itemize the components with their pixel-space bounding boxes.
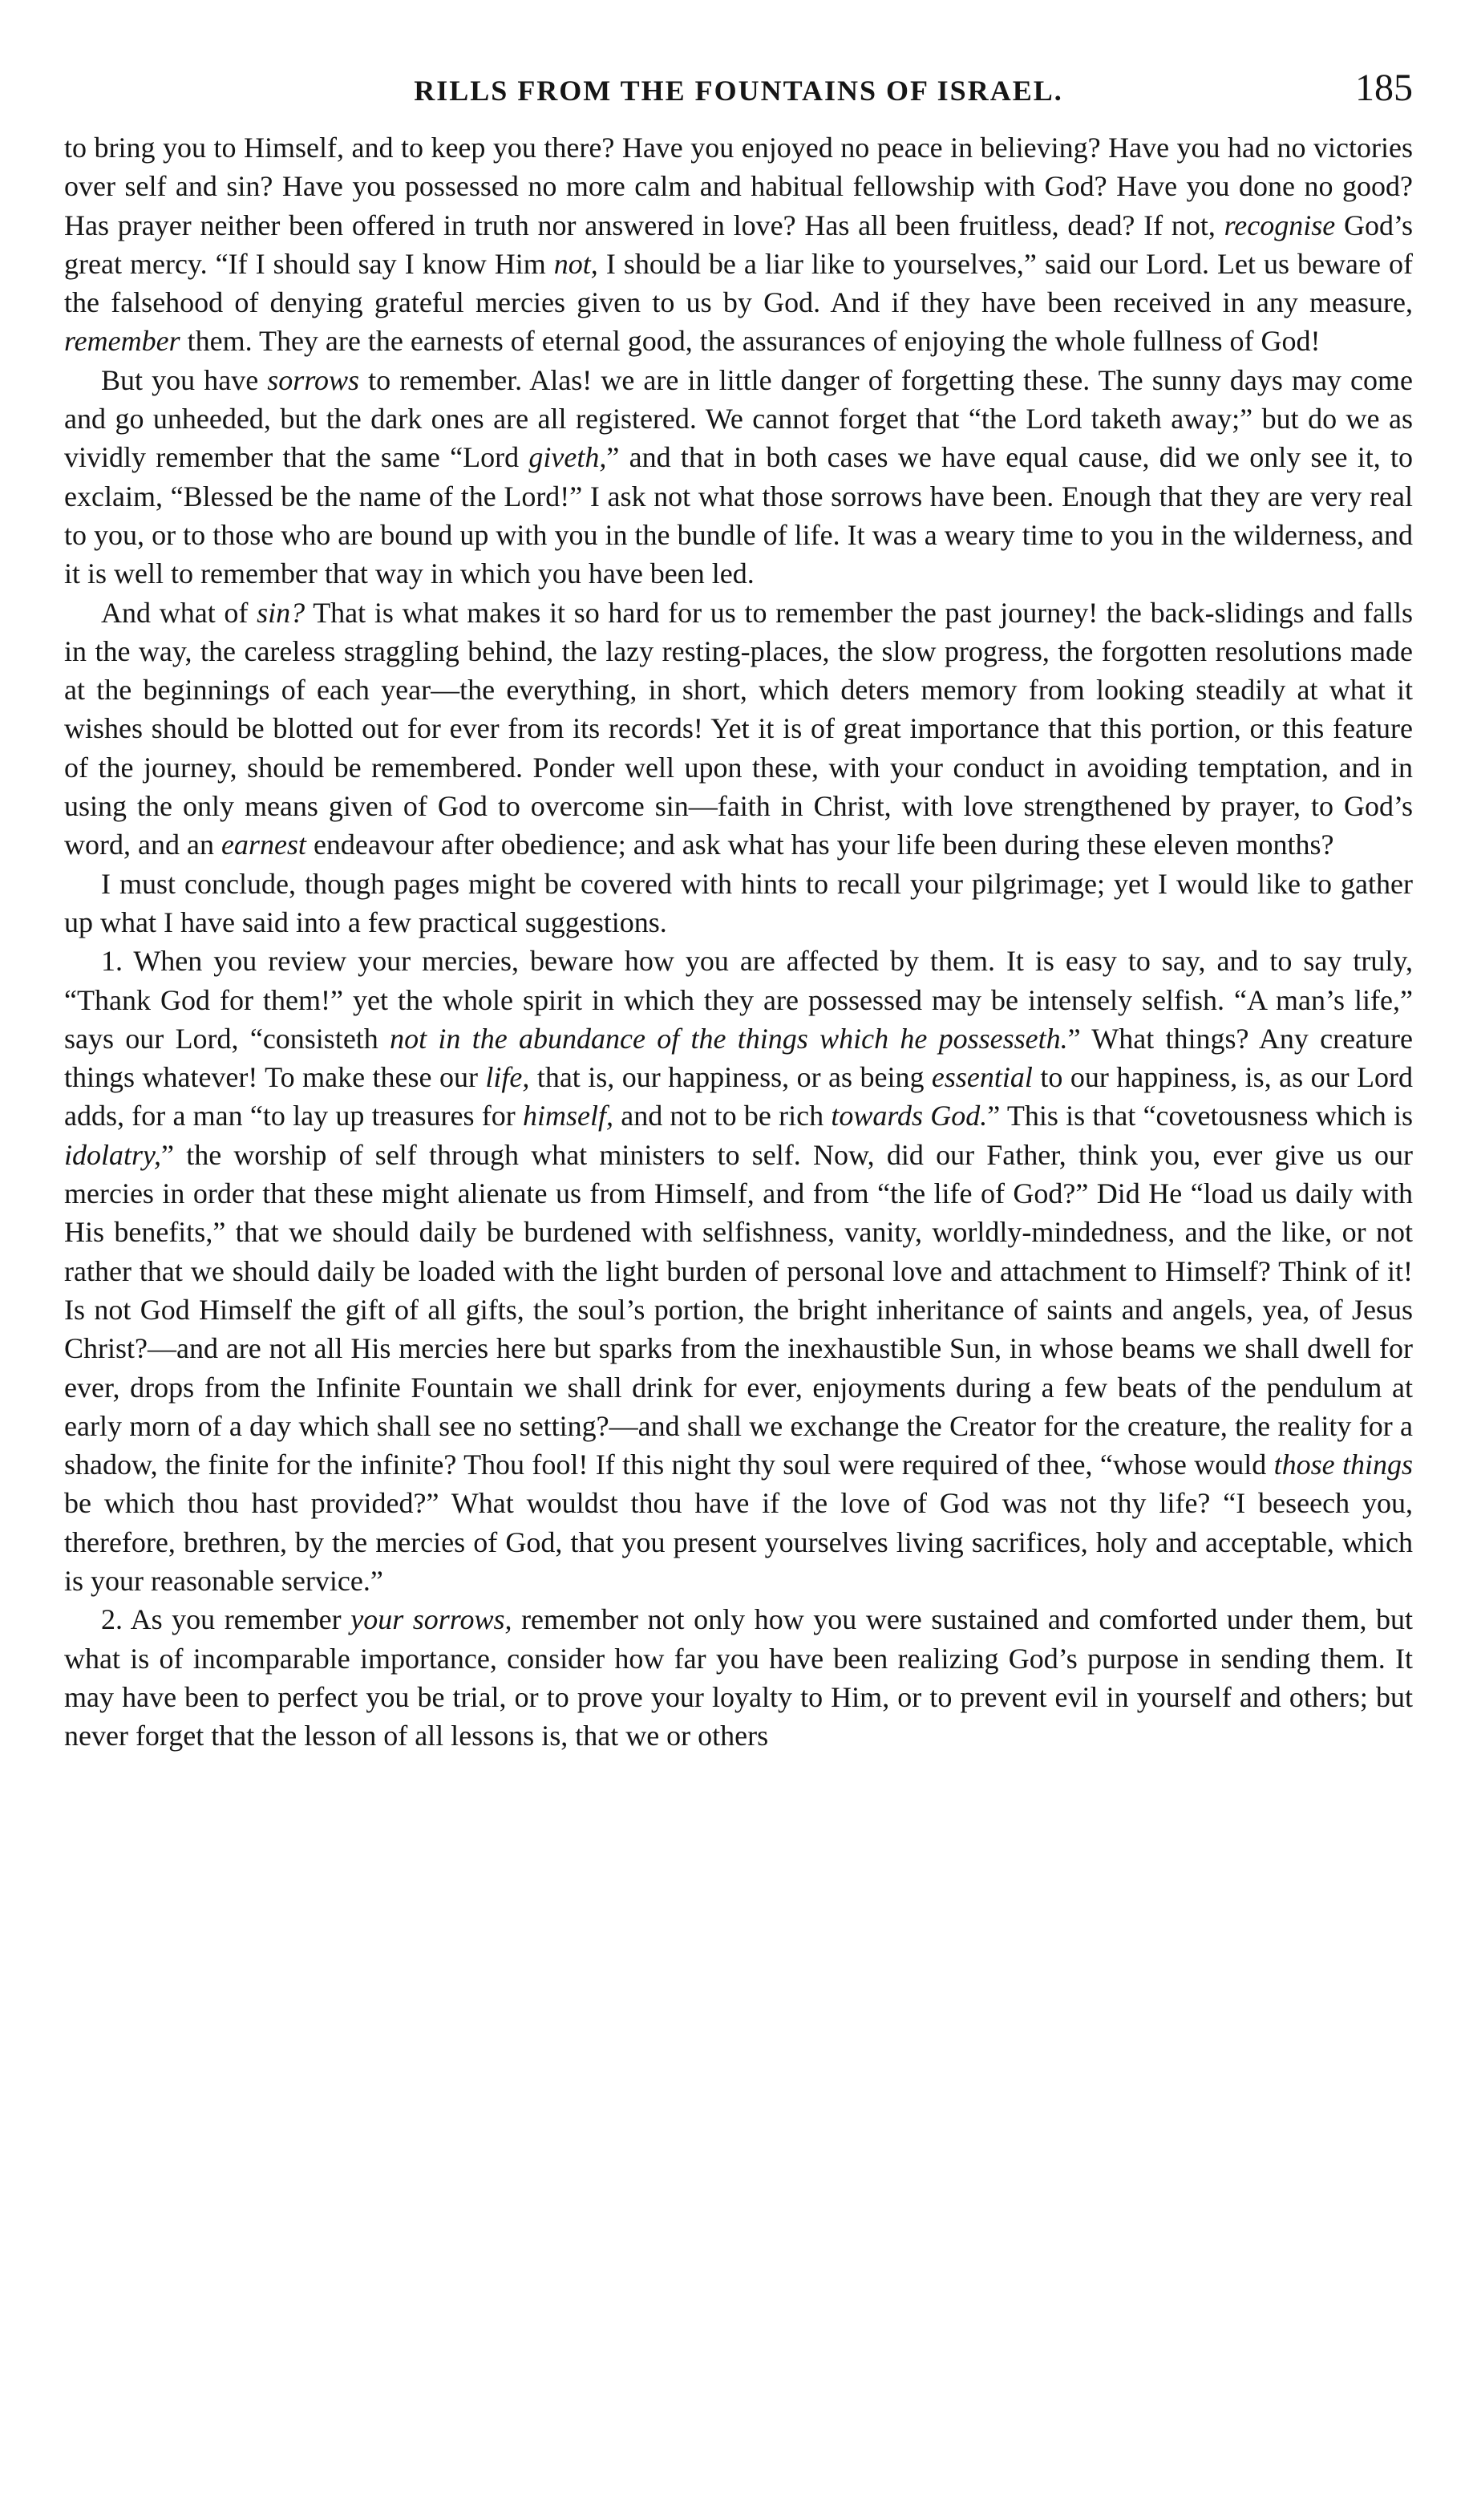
text-run: ” and that in both cases we have equal cause, did we only see it, to exclaim, “Blessed be the name of the Lord!” I ask not what those sorrows have been. Enough that they are very real to you, or to those who are bound up with you in the bundle of life. It was a weary time to you in the wilderness, and it is well to remember that way in which you have been led. [64, 441, 1413, 590]
paragraph [64, 865, 1413, 942]
italic-text: remember [64, 325, 180, 358]
text-run: 1. When you review your mercies, beware how you are affected by them. It is easy to say, and to say truly, “Thank God for them!” yet the whole spirit in which they are possessed may be intensely selfish. “A man’s life,” says our Lord, “consisteth [64, 945, 1413, 1055]
text-run: ” What things? Any creature things whatever! To make these our [64, 1022, 1414, 1094]
text-run: remember not only how you were sustained and comforted under them, but what is of incomparable importance, consider how far you have been realizing God’s purpose in sending them. It may have been to perfect you be trial, or to prove your loyalty to Him, or to prevent evil in yourself and others; but never forget that the lesson of all lessons is, that we or others [64, 1603, 1414, 1752]
text-run: them. They are the earnests of eternal good, the assurances of enjoying the whole fullness of God! [180, 325, 1321, 358]
text-run: And what of [101, 596, 257, 629]
page-number: 185 [1355, 67, 1413, 109]
italic-text: not, [553, 247, 598, 280]
text-run: to bring you to Himself, and to keep you there? Have you enjoyed no peace in believing? Have you had no victories over self and sin? Have you possessed no more calm and habitual fellowship with God? Have you done no good? Has prayer neither been offered in truth nor answered in love? Has all been fruitless, dead? If not, [64, 132, 1413, 241]
italic-text: essential [931, 1061, 1033, 1094]
text-run: That is what makes it so hard for us to remember the past journey! the back-slidings and falls in the way, the careless straggling behind, the lazy resting-places, the slow progress, the forgotten resolutions made at the beginnings of each year—the everything, in short, which deters memory from looking steadily at what it wishes should be blotted out for ever from its records! Yet it is of great importance that this portion, or this feature of the journey, should be remembered. Ponder well upon these, with your conduct in avoiding temptation, and in using the only means given of God to overcome sin—faith in Christ, with love strengthened by prayer, to God’s word, and an [64, 596, 1413, 861]
text-run: God’s great mercy. “If I should say I know Him [64, 209, 1413, 280]
paragraph [64, 942, 1413, 1600]
running-head [64, 63, 1413, 119]
paragraph [64, 1600, 1413, 1755]
text-run: and not to be rich [613, 1100, 832, 1132]
text-run: ” This is that “covetousness which is [987, 1100, 1413, 1132]
italic-text: idolatry, [64, 1138, 162, 1171]
text-run: to our happiness, is, as our Lord adds, for a man “to lay up treasures for [64, 1061, 1414, 1132]
italic-text: giveth, [528, 441, 607, 474]
italic-text: your sorrows, [350, 1603, 512, 1636]
text-run: endeavour after obedience; and ask what has your life been during these eleven months? [306, 829, 1334, 861]
italic-text: himself, [522, 1100, 613, 1132]
running-title: RILLS FROM THE FOUNTAINS OF ISRAEL. [414, 75, 1063, 107]
text-run: that is, our happiness, or as being [529, 1061, 932, 1094]
italic-text: recognise [1224, 209, 1336, 241]
italic-text: those things [1273, 1448, 1413, 1481]
text-run: But you have [101, 363, 268, 396]
body-text [64, 128, 1413, 1755]
italic-text: sorrows [267, 363, 360, 396]
paragraph [64, 594, 1413, 865]
text-run: ” the worship of self through what ministers to self. Now, did our Father, think you, ever give us our mercies in order that these might alienate us from Himself, and from “the life of God?” Did He “load us daily with His benefits,” that we should daily be burdened with selfishness, vanity, worldly-mindedness, and the like, or not rather that we should daily be loaded with the light burden of personal love and attachment to Himself? Think of it! Is not God Himself the gift of all gifts, the soul’s portion, the bright inheritance of saints and angels, yea, of Jesus Christ?—and are not all His mercies here but sparks from the inexhaustible Sun, in whose beams we shall dwell for ever, drops from the Infinite Fountain we shall drink for ever, enjoyments during a few beats of the pendulum at early morn of a day which shall see no setting?—and shall we exchange the Creator for the creature, the reality for a shadow, the finite for the infinite? Thou fool! If this night thy soul were required of thee, “whose would [64, 1138, 1413, 1481]
text-run: 2. As you remember [101, 1603, 351, 1636]
text-run: I should be a liar like to yourselves,” said our Lord. Let us beware of the falsehood of denying grateful mercies given to us by God. And if they have been received in any measure, [64, 247, 1413, 319]
italic-text: towards God. [831, 1100, 988, 1132]
text-run: I must conclude, though pages might be covered with hints to recall your pilgrimage; yet I would like to gather up what I have said into a few practical suggestions. [64, 867, 1413, 938]
italic-text: sin? [257, 596, 306, 629]
paragraph [64, 128, 1413, 361]
text-run: to remember. Alas! we are in little danger of forgetting these. The sunny days may come and go unheeded, but the dark ones are all registered. We cannot forget that “the Lord taketh away;” but do we as vividly remember that the same “Lord [64, 363, 1413, 474]
italic-text: earnest [221, 829, 306, 861]
italic-text: not in the abundance of the things which he possesseth. [390, 1022, 1068, 1055]
paragraph [64, 361, 1413, 594]
italic-text: life, [485, 1061, 530, 1094]
text-run: be which thou hast provided?” What wouldst thou have if the love of God was not thy life? “I beseech you, therefore, brethren, by the mercies of God, that you present yourselves living sacrifices, holy and acceptable, which is your reasonable service.” [64, 1487, 1413, 1597]
